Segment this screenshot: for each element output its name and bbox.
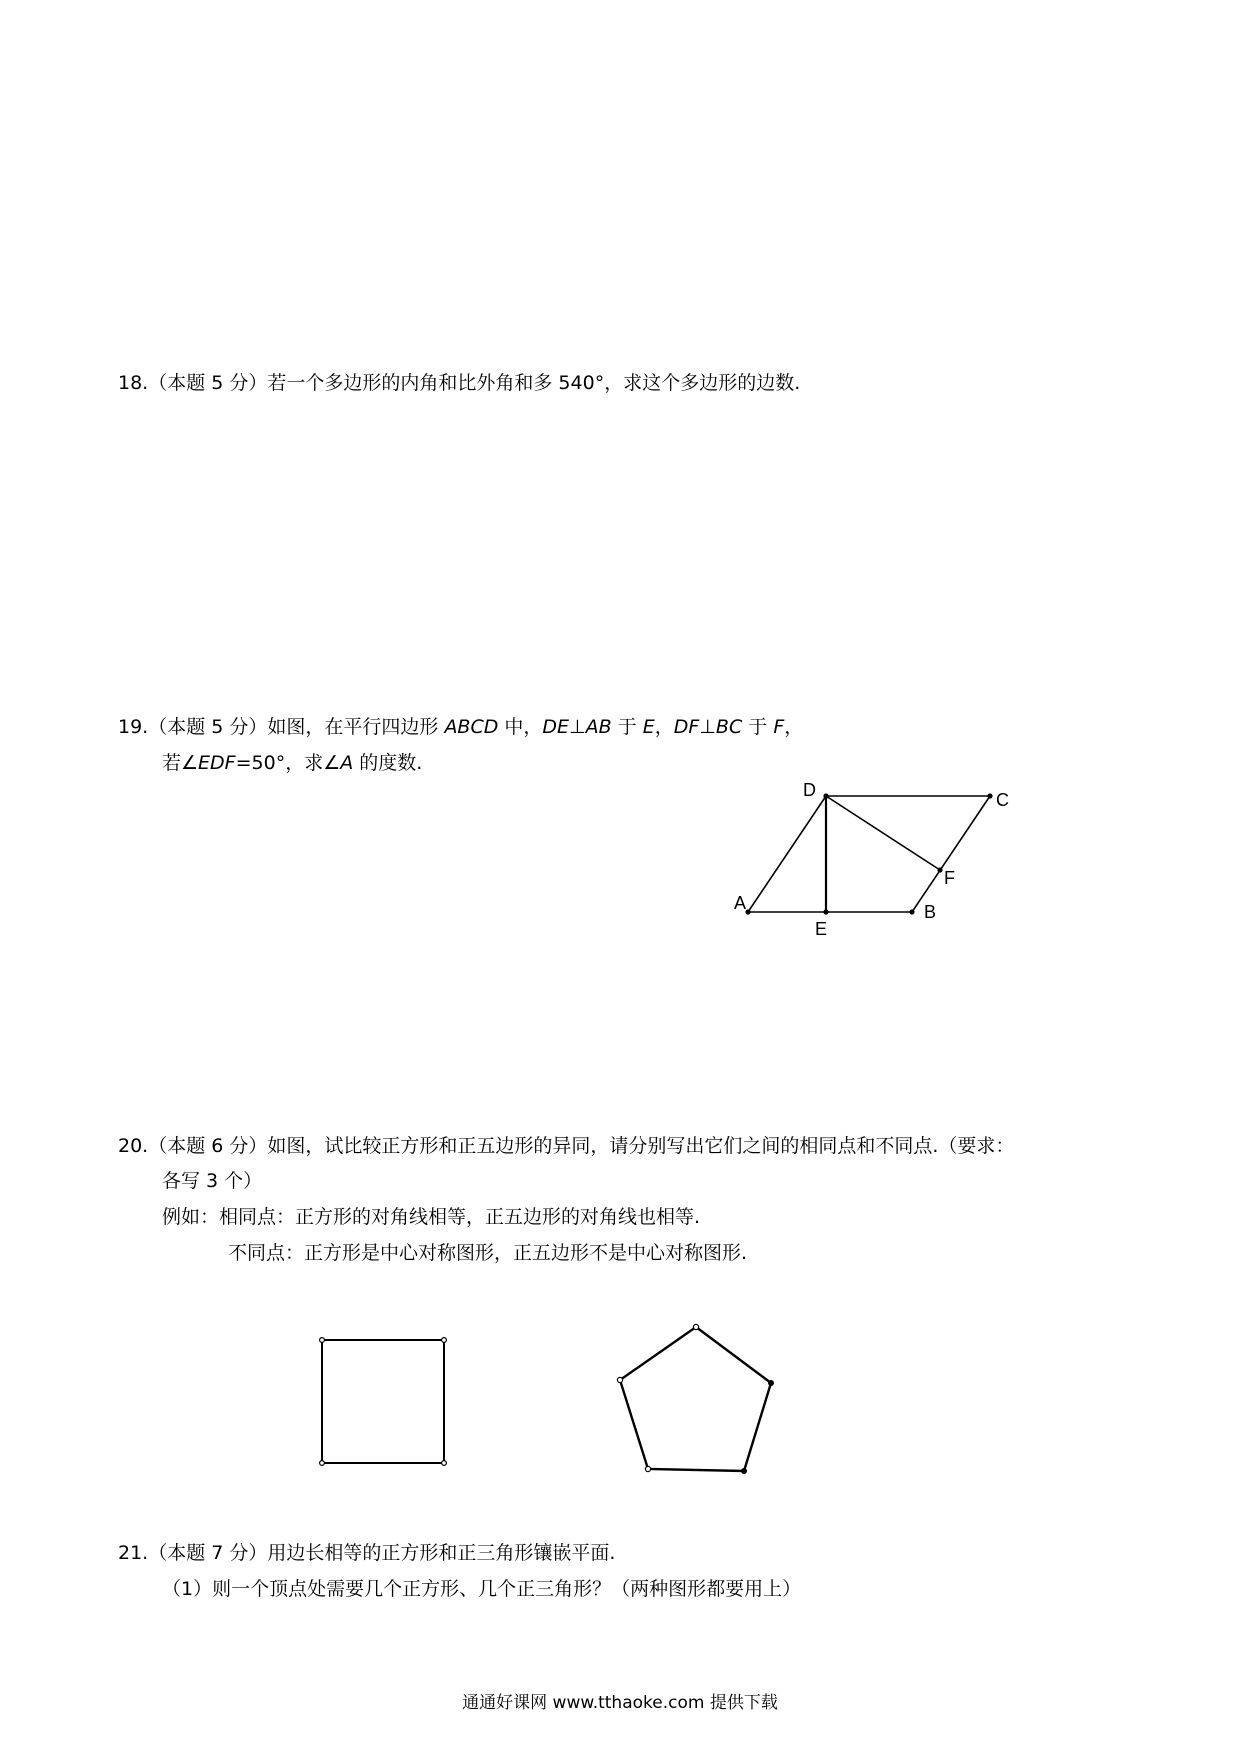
question-text: 各写 3 个）: [162, 1170, 263, 1192]
label-d: D: [803, 780, 816, 800]
question-text: 如图，试比较正方形和正五边形的异同，请分别写出它们之间的相同点和不同点.（要求：: [267, 1135, 1015, 1157]
label-c: C: [996, 790, 1009, 810]
question-text: 用边长相等的正方形和正三角形镶嵌平面.: [267, 1542, 616, 1564]
question-score: （本题 7 分）: [148, 1542, 268, 1564]
label-a: A: [734, 893, 747, 913]
question-score: （本题 5 分）: [148, 716, 268, 738]
pentagon-vertex: [768, 1380, 774, 1386]
math-var: E: [642, 716, 655, 738]
math-var: EDF: [198, 752, 236, 774]
question-text: 于: [742, 716, 774, 738]
math-var: DF: [673, 716, 700, 738]
question-text: 如图，在平行四边形: [267, 716, 445, 738]
question-number: 20.: [118, 1135, 149, 1157]
label-b: B: [924, 902, 937, 922]
page-footer: 通通好课网 www.tthaoke.com 提供下载: [462, 1693, 778, 1713]
math-var: BC: [715, 716, 743, 738]
math-var: F: [773, 716, 785, 738]
question-21-line-1: [118, 1542, 615, 1565]
pentagon-vertex: [741, 1468, 747, 1474]
question-text: =50°，求∠: [235, 752, 341, 774]
label-e: E: [815, 919, 828, 939]
question-text: ，: [784, 716, 804, 738]
math-var: AB: [585, 716, 612, 738]
question-text: ，: [654, 716, 674, 738]
question-20-example-similar: 例如：相同点：正方形的对角线相等，正五边形的对角线也相等.: [162, 1206, 701, 1228]
pentagon-vertex: [617, 1377, 622, 1382]
question-text: 于: [611, 716, 643, 738]
perp-symbol: ⊥: [569, 716, 586, 738]
question-score: （本题 5 分）: [148, 372, 268, 394]
question-20-example-different: 不同点：正方形是中心对称图形，正五边形不是中心对称图形.: [228, 1242, 748, 1264]
math-var: DE: [542, 716, 570, 738]
math-var: ABCD: [444, 716, 499, 738]
question-number: 21.: [118, 1542, 149, 1564]
question-text: 的度数.: [353, 752, 423, 774]
question-text: 中，: [498, 716, 543, 738]
pentagon-vertex: [693, 1324, 698, 1329]
pentagon: [620, 1327, 771, 1471]
question-number: 19.: [118, 716, 149, 738]
perp-symbol: ⊥: [699, 716, 716, 738]
question-text: 若一个多边形的内角和比外角和多 540°，求这个多边形的边数.: [267, 372, 801, 394]
question-text: 若∠: [162, 752, 199, 774]
pentagon-vertex: [645, 1466, 650, 1471]
question-score: （本题 6 分）: [148, 1135, 268, 1157]
question-number: 18.: [118, 372, 149, 394]
label-f: F: [944, 868, 955, 888]
math-var: A: [340, 752, 354, 774]
question-21-sub-1: （1）则一个顶点处需要几个正方形、几个正三角形？（两种图形都要用上）: [162, 1578, 802, 1600]
